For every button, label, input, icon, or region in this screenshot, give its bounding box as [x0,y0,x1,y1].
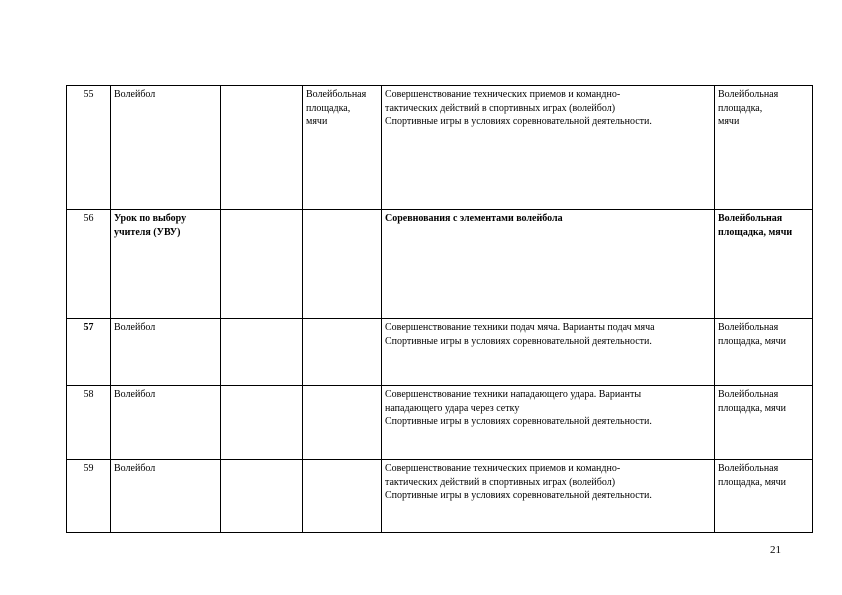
lesson-extra [221,386,303,460]
lesson-topic: Волейбол [111,86,221,210]
equipment-right-line: Волейбольная [718,213,783,224]
table-row [67,386,813,460]
lesson-content [382,319,715,386]
lesson-equipment-left [303,386,382,460]
lesson-extra [221,319,303,386]
equipment-right-line: Волейбольная [718,89,779,100]
content-line: Спортивные игры в условиях соревновательной деятельности. [385,116,652,127]
content-line: Соревнования с элементами волейбола [385,213,563,224]
lesson-equipment-left [303,460,382,533]
equipment-right-line: площадка, мячи [718,335,787,347]
table-row [67,319,813,386]
content-line: тактических действий в спортивных играх (волейбол) [385,476,616,488]
lesson-extra [221,460,303,533]
equipment-right-line: Волейбольная [718,463,779,474]
lesson-number: 59 [67,460,111,533]
lesson-topic: Волейбол [111,460,221,533]
equipment-left-line: мячи [306,116,328,127]
page-number: 21 [770,544,781,556]
lesson-equipment-left [303,210,382,319]
content-line: нападающего удара через сетку [385,402,520,414]
equipment-right-line: Волейбольная [718,322,779,333]
lesson-number: 55 [67,86,111,210]
lesson-content [382,386,715,460]
lesson-equipment-left [303,86,382,210]
equipment-right-line: площадка, [718,102,763,114]
content-line: Совершенствование технических приемов и командно- [385,463,621,474]
equipment-left-line: площадка, [306,102,351,114]
equipment-right-line: площадка, мячи [718,402,787,414]
lesson-equipment-right [715,210,813,319]
equipment-right-line: площадка, мячи [718,476,787,488]
lesson-equipment-right [715,86,813,210]
content-line: Совершенствование техники подач мяча. Варианты подач мяча [385,322,655,333]
equipment-right-line: мячи [718,116,740,127]
lesson-topic: Волейбол [111,319,221,386]
content-line: Спортивные игры в условиях соревновательной деятельности. [385,490,652,501]
table-row [67,460,813,533]
lesson-equipment-right [715,386,813,460]
lesson-extra [221,86,303,210]
equipment-right-line: площадка, мячи [718,226,793,238]
lesson-number: 58 [67,386,111,460]
equipment-left-line: Волейбольная [306,89,367,100]
lesson-plan-table [66,85,813,533]
lesson-topic: Урок по выбору учителя (УВУ) [111,210,221,319]
lesson-content [382,460,715,533]
lesson-content [382,210,715,319]
content-line: Спортивные игры в условиях соревновательной деятельности. [385,335,652,347]
table-row [67,210,813,319]
content-line: тактических действий в спортивных играх (волейбол) [385,102,616,114]
equipment-right-line: Волейбольная [718,389,779,400]
lesson-number: 56 [67,210,111,319]
content-line: Совершенствование технических приемов и командно- [385,89,621,100]
lesson-number: 57 [67,319,111,386]
lesson-topic: Волейбол [111,386,221,460]
content-line: Совершенствование техники нападающего удара. Варианты [385,389,642,400]
table-row [67,86,813,210]
lesson-equipment-right [715,319,813,386]
lesson-equipment-right [715,460,813,533]
lesson-equipment-left [303,319,382,386]
content-line: Спортивные игры в условиях соревновательной деятельности. [385,416,652,427]
lesson-extra [221,210,303,319]
lesson-content [382,86,715,210]
